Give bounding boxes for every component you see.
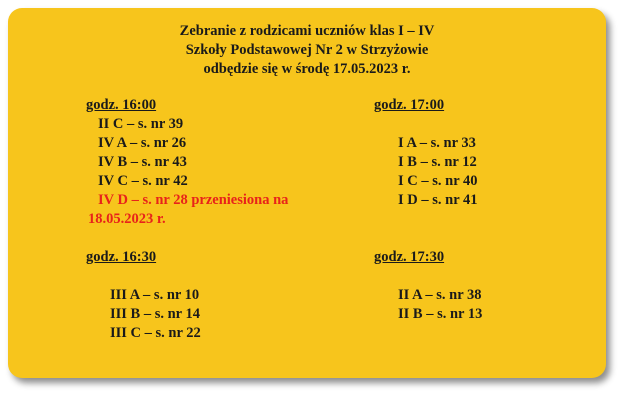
spacer xyxy=(86,267,201,286)
room-entry: III B – s. nr 14 xyxy=(110,306,200,322)
room-entry: IV C – s. nr 42 xyxy=(98,173,188,189)
room-entry: I D – s. nr 41 xyxy=(398,192,478,208)
header-line-3: odbędzie się w środę 17.05.2023 r. xyxy=(203,61,411,77)
announcement-header xyxy=(8,22,606,79)
slot-1630 xyxy=(86,248,201,343)
spacer xyxy=(374,115,478,134)
room-entry: I C – s. nr 40 xyxy=(398,173,478,189)
slot-1600 xyxy=(86,96,288,229)
slot-1700-time: godz. 17:00 xyxy=(374,97,445,113)
slot-1700 xyxy=(374,96,478,210)
moved-notice-line-1: IV D – s. nr 28 przeniesiona na xyxy=(98,192,289,208)
room-entry: IV A – s. nr 26 xyxy=(98,135,187,151)
slot-1630-time: godz. 16:30 xyxy=(86,249,157,265)
room-entry: I A – s. nr 33 xyxy=(398,135,476,151)
room-entry: II A – s. nr 38 xyxy=(398,287,482,303)
room-entry: II C – s. nr 39 xyxy=(98,116,184,132)
room-entry: III A – s. nr 10 xyxy=(110,287,200,303)
spacer xyxy=(374,267,482,286)
header-line-2: Szkoły Podstawowej Nr 2 w Strzyżowie xyxy=(185,42,429,58)
slot-1730 xyxy=(374,248,482,324)
room-entry: III C – s. nr 22 xyxy=(110,325,201,341)
header-line-1: Zebranie z rodzicami uczniów klas I – IV xyxy=(179,23,435,39)
room-entry: IV B – s. nr 43 xyxy=(98,154,187,170)
room-entry: I B – s. nr 12 xyxy=(398,154,477,170)
room-entry: II B – s. nr 13 xyxy=(398,306,483,322)
slot-1600-time: godz. 16:00 xyxy=(86,97,157,113)
slot-1730-time: godz. 17:30 xyxy=(374,249,445,265)
announcement-card xyxy=(8,8,606,378)
moved-notice-line-2: 18.05.2023 r. xyxy=(88,211,166,227)
